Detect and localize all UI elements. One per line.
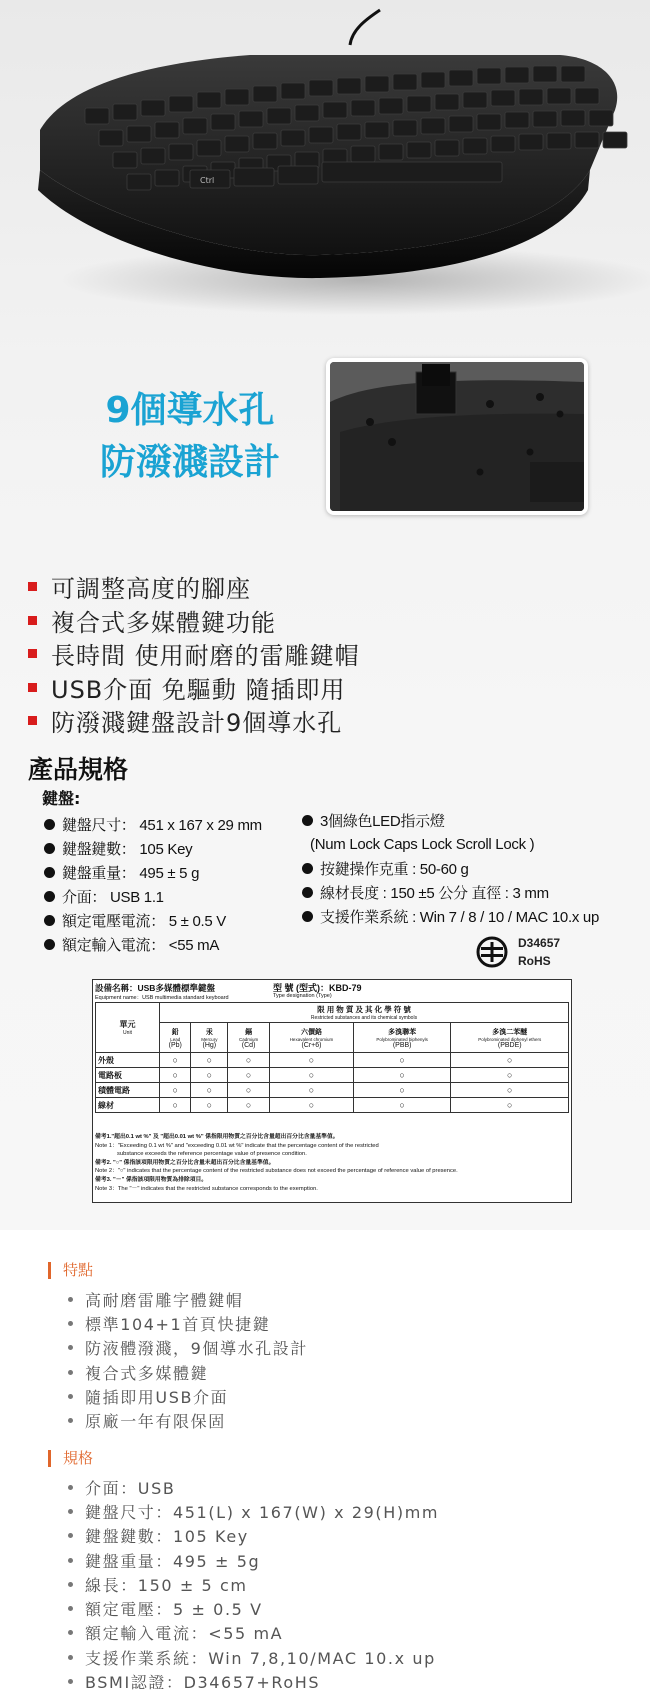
feature-item: 可調整高度的腳座: [28, 570, 628, 604]
bullet-icon: [68, 1655, 73, 1660]
underside-photo: [326, 358, 588, 515]
list-item: 隨插即用USB介面: [68, 1384, 628, 1408]
list-item: 鍵盤尺寸：451(L) x 167(W) x 29(H)mm: [68, 1499, 628, 1523]
dot-bullet-icon: [302, 887, 313, 898]
bullet-icon: [68, 1558, 73, 1563]
dot-bullet-icon: [44, 867, 55, 878]
spec-item: 鍵盤尺寸： 451 x 167 x 29 mm: [44, 812, 294, 836]
bullet-icon: [68, 1509, 73, 1514]
spec-subtitle: 鍵盤:: [42, 789, 81, 808]
dot-bullet-icon: [44, 843, 55, 854]
table-row: 線材 ○ ○ ○ ○ ○ ○: [96, 1098, 569, 1113]
drain-holes-image: [330, 362, 584, 511]
bsmi-code: D34657: [518, 936, 561, 950]
bullet-icon: [68, 1345, 73, 1350]
feature-item: 防潑濺鍵盤設計9個導水孔: [28, 704, 628, 738]
list-item: 防液體潑濺，9個導水孔設計: [68, 1336, 628, 1360]
spec-item: 額定輸入電流： <55 mA: [44, 932, 294, 956]
spec-item: 3個綠色LED指示燈: [302, 808, 642, 832]
bullet-icon: [68, 1370, 73, 1375]
red-square-bullet-icon: [28, 649, 37, 658]
spec-item: 介面： USB 1.1: [44, 884, 294, 908]
dot-bullet-icon: [44, 915, 55, 926]
spec-item: 線材長度 : 150 ±5 公分 直徑 : 3 mm: [302, 880, 642, 904]
list-item: 額定電壓：5 ± 0.5 V: [68, 1596, 628, 1620]
bullet-icon: [68, 1679, 73, 1684]
spec-title: 產品規格: [28, 755, 129, 784]
rohs-label: RoHS: [518, 954, 551, 968]
table-notes: 備考1."超出0.1 wt %" 及 "超出0.01 wt %" 係指限用物質之百分比含量超出百分比含量基準值。 Note 1："Exceeding 0.1 wt %" and "exceeding 0.01 wt %" indicate that the percentage content of the restricted substance exceeds the reference percentage value of presence condition. 備考2. "○" 係指該項限用物質之百分比含量未超出百分比含量基準值。 Note 2："○" indicates that the percentage content of the restricted substance does not exceed the percentage of reference value of presence. 備考3. "－" 係指該項限用物質為排除項目。 Note 3：The "－" indicates that the restricted substance corresponds to the exemption.: [95, 1134, 458, 1192]
list-item: 原廠一年有限保固: [68, 1408, 628, 1432]
bsmi-logo-icon: [476, 936, 508, 968]
spec-item: 支援作業系統 : Win 7 / 8 / 10 / MAC 10.x up: [302, 904, 642, 928]
list-item: 鍵盤鍵數：105 Key: [68, 1524, 628, 1548]
list-item: 支援作業系統：Win 7,8,10/MAC 10.x up: [68, 1645, 628, 1669]
table-row: 外殼 ○ ○ ○ ○ ○ ○: [96, 1053, 569, 1068]
model-designation: 型 號 (型式)：KBD-79: [273, 983, 362, 993]
list-item: 鍵盤重量：495 ± 5g: [68, 1548, 628, 1572]
spec-list: [68, 1475, 628, 1694]
spec-list-left: [44, 812, 294, 956]
table-row: 電路板 ○ ○ ○ ○ ○ ○: [96, 1068, 569, 1083]
substance-table: 單元 Unit 限 用 物 質 及 其 化 學 符 號 Restricted substances and its chemical symbols 鉛 Lead (Pb) 汞 Mercury (Hg) 鎘 Cadmium (Cd) 六價鉻 Hexavalent chromium (Cr+6) 多溴聯苯 Polybrominated biphenyls (PBB) 多溴二苯醚 Polybrominated diphenyl ethers (PBDE) 外殼 ○ ○ ○ ○ ○ ○ 電路板 ○ ○ ○ ○ ○ ○ 積體電路 ○ ○ ○ ○ ○ ○ 線材 ○ ○ ○ ○ ○ ○: [95, 1002, 569, 1113]
dot-bullet-icon: [44, 819, 55, 830]
dot-bullet-icon: [44, 939, 55, 950]
feature-item: 長時間 使用耐磨的雷雕鍵帽: [28, 637, 628, 671]
keyboard-hero-image: [0, 0, 650, 330]
bullet-icon: [68, 1533, 73, 1538]
bullet-icon: [68, 1485, 73, 1490]
bullet-icon: [68, 1321, 73, 1326]
svg-text:Ctrl: Ctrl: [200, 176, 215, 185]
headline-line2: 防潑濺設計: [99, 442, 280, 483]
feature-list: [28, 570, 628, 738]
bsmi-mark: [476, 934, 616, 972]
equipment-name-en: Equipment name：USB multimedia standard keyboard: [95, 995, 229, 1001]
feature-item: USB介面 免驅動 隨插即用: [28, 671, 628, 705]
list-item: 線長：150 ± 5 cm: [68, 1572, 628, 1596]
red-square-bullet-icon: [28, 616, 37, 625]
rohs-declaration-table: [92, 979, 572, 1203]
equipment-name: 設備名稱：USB多媒體標準鍵盤: [95, 983, 215, 993]
dot-bullet-icon: [302, 911, 313, 922]
dot-bullet-icon: [44, 891, 55, 902]
bullet-icon: [68, 1582, 73, 1587]
dot-bullet-icon: [302, 863, 313, 874]
spec-item: 按鍵操作克重 : 50-60 g: [302, 856, 642, 880]
list-item: 複合式多媒體鍵: [68, 1360, 628, 1384]
bullet-icon: [68, 1630, 73, 1635]
headline-line1: 9個導水孔: [105, 390, 275, 431]
dot-bullet-icon: [302, 815, 313, 826]
table-row: 積體電路 ○ ○ ○ ○ ○ ○: [96, 1083, 569, 1098]
features-heading: 特點: [48, 1262, 93, 1279]
feature-item: 複合式多媒體鍵功能: [28, 604, 628, 638]
red-square-bullet-icon: [28, 716, 37, 725]
headline: [40, 385, 340, 489]
list-item: 標準104+1首頁快捷鍵: [68, 1311, 628, 1335]
spec-item-continued: (Num Lock Caps Lock Scroll Lock ): [310, 835, 535, 853]
list-item: BSMI認證：D34657+RoHS: [68, 1669, 628, 1693]
bullet-icon: [68, 1418, 73, 1423]
spec-item: 鍵盤鍵數： 105 Key: [44, 836, 294, 860]
bullet-icon: [68, 1297, 73, 1302]
features-list: [68, 1287, 628, 1433]
spec-item: 額定電壓電流： 5 ± 0.5 V: [44, 908, 294, 932]
list-item: 介面：USB: [68, 1475, 628, 1499]
red-square-bullet-icon: [28, 582, 37, 591]
spec-heading: 規格: [48, 1450, 93, 1467]
spec-item: 鍵盤重量： 495 ± 5 g: [44, 860, 294, 884]
list-item: 額定輸入電流：<55 mA: [68, 1621, 628, 1645]
bullet-icon: [68, 1394, 73, 1399]
spec-list-right: [302, 808, 642, 928]
model-designation-en: Type designation (Type): [273, 993, 332, 999]
list-item: 高耐磨雷雕字體鍵帽: [68, 1287, 628, 1311]
bullet-icon: [68, 1606, 73, 1611]
red-square-bullet-icon: [28, 683, 37, 692]
